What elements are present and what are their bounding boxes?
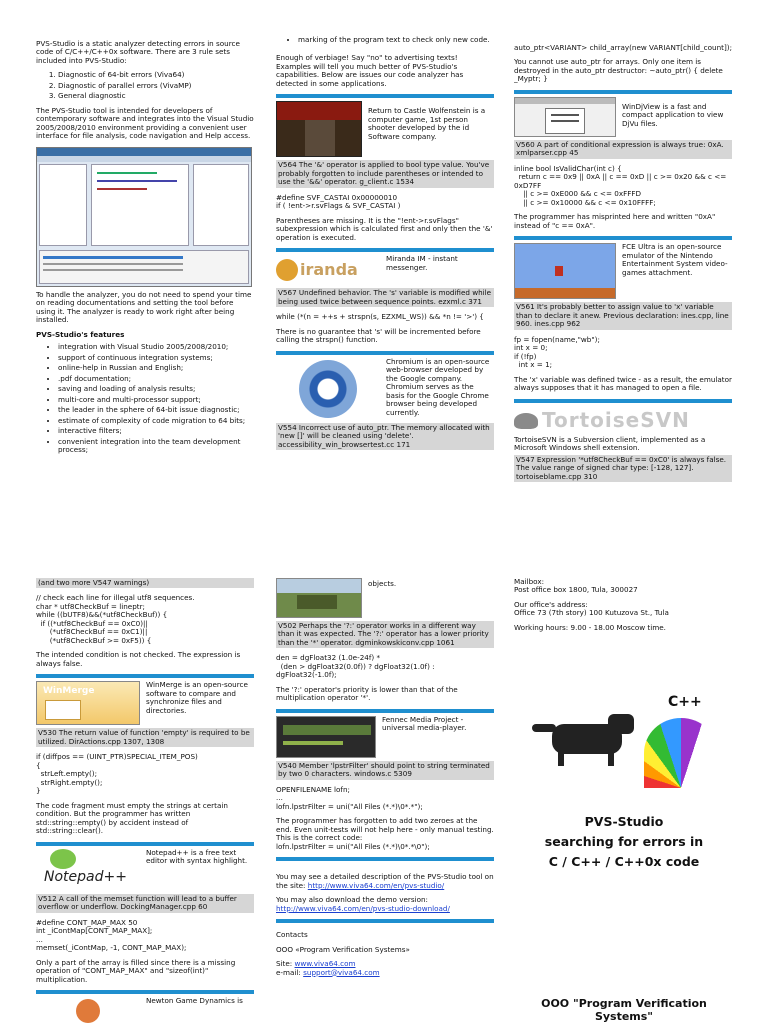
brand-name: PVS-Studio [584,814,664,830]
chromium-row [276,358,494,420]
empty-clear-text: The code fragment must empty the strings at certain condition. But the programmer has written std::string::empty() by accident instead of std::string::clear(). [36,800,228,836]
code-strspn: while (*(n = ++s + strspn(s, EZXML_WS)) && *n != '>') { [276,312,484,322]
working-hours: Working hours: 9.00 - 18.00 Moscow time. [514,622,666,632]
windjview-image [514,97,616,137]
feature-item: • multi-core and multi-processor support; [58,396,254,404]
winmerge-row [36,681,254,725]
features-title: PVS-Studio's features [36,329,125,339]
details-text: You may see a detailed description of the PVS-Studio tool on the site: [276,872,494,890]
rtcw-row [276,101,494,157]
email-label: e-mail: [276,967,301,977]
notepad-chameleon-icon [50,849,76,869]
separator-bar [276,248,494,252]
feature-item: • online-help in Russian and English; [58,364,254,372]
email-link[interactable]: support@viva64.com [303,967,380,977]
v547-more-warnings: (and two more V547 warnings) [36,578,254,588]
newton-blurb: Newton Game Dynamics is [146,996,243,1006]
fennec-row [276,716,494,758]
separator-bar [276,94,494,98]
panel-examples-1 [276,36,494,516]
code-svf-castai: #define SVF_CASTAI 0x00000010 if ( !ent->r.svFlags & SVF_CASTAI ) [276,192,401,211]
feature-item: • saving and loading of analysis results; [58,385,254,393]
priority-text: The '?:' operator's priority is lower than that of the multiplication operator '*'. [276,684,458,703]
feature-item: • interactive filters; [58,427,254,435]
cpp-label: C++ [668,694,702,711]
rule-item: 1. Diagnostic of 64-bit errors (Viva64) [58,71,254,79]
intro-text: PVS-Studio is a static analyzer detecting errors in source code of C/C++/C++0x software. There are 3 rule sets included into PVS-Studio: [36,40,240,65]
winmerge-blurb: WinMerge is an open-source software to compare and synchronize files and directories. [146,680,248,715]
rule-list [58,71,254,100]
parentheses-text: Parentheses are missing. It is the "!ent->r.svFlags" subexpression which is calculated first and only then the '&' operation is executed. [276,215,493,242]
code-utf8-check: // check each line for illegal utf8 sequences. char * utf8CheckBuf = lineptr; while ((bUTF8)&&(*utf8CheckBuf)) { if ((*utf8CheckBuf == 0xC0)|| (*utf8CheckBuf == 0xC1)|| (*utf8CheckBuf >= 0xF5)) { [36,593,195,645]
tortoise-logo-text: TortoiseSVN [542,407,690,432]
feature-item: • .pdf documentation; [58,375,254,383]
miranda-logo-text: iranda [300,259,358,279]
code-openfilename: OPENFILENAME lofn; ... lofn.lpstrFilter = uni("All Files (*.*)\0*.*"); [276,784,423,811]
code-correct-filter: lofn.lpstrFilter = uni("All Files (*.*)\0*.*\0"); [276,841,430,851]
code-isvalidchar: inline bool IsValidChar(int c) { return c == 0x9 || 0xA || c == 0xD || c >= 0x20 && c <= 0xD7FF || c >= 0xE000 && c <= 0xFFFD || c >= 0x10000 && c <= 0x10FFFF; [514,163,727,207]
v502-warning: V502 Perhaps the '?:' operator works in a different way than it was expected. The '?:' operator has a lower priority than the '*' operator. dgminkowskiconv.cpp 1061 [276,621,494,648]
feature-item: • convenient integration into the team development process; [58,438,254,455]
x-defined-text: The 'x' variable was defined twice - as a result, the emulator always supposes that it has managed to open a file. [514,374,732,393]
notepad-logo [36,849,140,891]
miranda-row [276,255,494,285]
rainbow-icon [644,718,718,788]
separator-bar [276,351,494,355]
notepad-row [36,849,254,891]
email-line [276,969,494,977]
brand-title [514,812,734,872]
auto-ptr-text: You cannot use auto_ptr for arrays. Only one item is destroyed in the auto_ptr destructor: ~auto_ptr() { delete _Myptr; } [514,57,723,84]
contacts-title: Contacts [276,930,308,940]
features-list [58,343,254,454]
newton-tank-image [276,578,362,618]
unicorn-logo [514,646,734,806]
notepad-logo-text: Notepad++ [44,868,127,885]
demo-paragraph [276,896,494,913]
windjview-row [514,97,732,137]
chromium-logo [276,358,380,420]
rule-item: 2. Diagnostic of parallel errors (VivaMP) [58,82,254,90]
code-fopen: fp = fopen(name,"wb"); int x = 0; if (!fp) int x = 1; [514,334,600,370]
tortoise-blurb: TortoiseSVN is a Subversion client, implemented as a Microsoft Windows shell extension. [514,434,706,453]
v564-warning: V564 The '&' operator is applied to bool type value. You've probably forgotten to include parentheses or intended to use the '&&' operator. g_client.c 1534 [276,160,494,187]
details-paragraph [276,873,494,890]
separator-bar [514,90,732,94]
winmerge-logo [36,681,140,725]
v554-warning: V554 Incorrect use of auto_ptr. The memory allocated with 'new []' will be cleaned using 'delete'. accessibility_win_browsertest.cc 171 [276,423,494,450]
unicorn-icon [524,710,644,766]
office-address: Our office's address: Office 73 (7th story) 100 Kutuzova St., Tula [514,599,669,618]
newton-logo [36,997,140,1011]
memset-text: Only a part of the array is filled since there is a missing operation of "CONT_MAP_MAX" and "sizeof(int)" multiplication. [36,957,236,984]
demo-link[interactable]: http://www.viva64.com/en/pvs-studio-download/ [276,903,450,913]
v567-warning: V567 Undefined behavior. The 's' variable is modified while being used twice between sequence points. ezxml.c 371 [276,288,494,307]
rtcw-image [276,101,362,157]
v530-warning: V530 The return value of function 'empty' is required to be utilized. DirActions.cpp 1307, 1308 [36,728,254,747]
site-link[interactable]: www.viva64.com [294,959,356,969]
footer-company: OOO "Program Verification Systems" [541,997,707,1024]
v547-warning: V547 Expression '*utf8CheckBuf == 0xC0' is always false. The value range of signed char type: [-128, 127]. tortoiseblame.cpp 310 [514,455,732,482]
demo-text: You may also download the demo version: [276,895,428,905]
separator-bar [514,399,732,403]
v561-warning: V561 It's probably better to assign value to 'x' variable than to declare it anew. Previous declaration: ines.cpp, line 960. ines.cpp 962 [514,302,732,329]
windjview-blurb: WinDjView is a fast and compact application to view DjVu files. [622,101,724,128]
fceultra-blurb: FCE Ultra is an open-source emulator of the Nintendo Entertainment System video-games attachment. [622,242,728,277]
site-label: Site: [276,959,293,969]
code-empty: if (diffpos == (UINT_PTR)SPECIAL_ITEM_POS) { strLeft.empty(); strRight.empty(); } [36,752,198,796]
panel-intro [36,40,254,516]
v512-warning: V512 A call of the memset function will lead to a buffer overflow or underflow. DockingManager.cpp 60 [36,894,254,913]
feature-item: • the leader in the sphere of 64-bit issue diagnostic; [58,406,254,414]
v540-warning: V540 Member 'lpstrFilter' should point to string terminated by two 0 characters. windows.c 5309 [276,761,494,780]
visual-studio-screenshot [36,147,252,287]
brand-languages: C / C++ / C++0x code [548,854,700,870]
code-memset: #define CONT_MAP_MAX 50 int _iContMap[CONT_MAP_MAX]; ... memset(_iContMap, -1, CONT_MAP_MAX); [36,917,187,953]
newton-image-row [276,578,494,618]
separator-bar [276,919,494,923]
notepad-blurb: Notepad++ is a free text editor with syntax highlight. [146,847,248,866]
new-code-bullet [298,36,494,44]
separator-bar [36,990,254,994]
tortoisesvn-logo [514,406,732,436]
separator-bar [276,709,494,713]
separator-bar [36,842,254,846]
panel-contacts [514,578,734,1024]
fceultra-image [514,243,616,299]
details-link[interactable]: http://www.viva64.com/en/pvs-studio/ [307,880,445,890]
feature-item: • integration with Visual Studio 2005/2008/2010; [58,343,254,351]
objects-text: objects. [368,579,397,588]
strspn-text: There is no guarantee that 's' will be incremented before calling the strspn() function. [276,326,481,345]
separator-bar [36,674,254,678]
bullet-item: • marking of the program text to check only new code. [298,36,494,44]
v560-warning: V560 A part of conditional expression is always true: 0xA. xmlparser.cpp 45 [514,140,732,159]
tortoise-icon [514,413,538,429]
integration-text: The PVS-Studio tool is intended for developers of contemporary software and integrates into the Visual Studio 2005/2008/2010 environment providing a convenient user interface for file analysis, code navigation and Help access. [36,105,254,141]
brand-tagline: searching for errors in [544,834,704,850]
miranda-emblem [276,259,298,281]
condition-text: The intended condition is not checked. The expression is always false. [36,650,241,668]
rtcw-blurb: Return to Castle Wolfenstein is a computer game, 1st person shooter developed by the id Software company. [368,106,486,141]
panel-examples-2 [514,44,732,516]
misprint-text: The programmer has misprinted here and written "0xA" instead of "c == 0xA". [514,212,716,230]
code-auto-ptr: auto_ptr<VARIANT> child_array(new VARIANT[child_count]); [514,44,732,52]
fennec-blurb: Fennec Media Project - universal media-player. [382,714,467,733]
zeroes-text: The programmer has forgotten to add two zeroes at the end. Even unit-tests will not help here - only manual testing. This is the correct code: [276,816,494,843]
panel-examples-3 [36,578,254,1024]
winmerge-logo-text: WinMerge [43,686,95,697]
newton-row [36,997,254,1011]
examples-intro: Enough of verbiage! Say "no" to advertising texts! Examples will tell you much better of PVS-Studio's capabilities. Below are issues our code analyzer has detected in some applications. [276,53,464,88]
panel-examples-4 [276,578,494,1024]
rule-item: 3. General diagnostic [58,92,254,100]
fennec-image [276,716,376,758]
fceultra-row [514,243,732,299]
miranda-logo [276,255,380,285]
separator-bar [276,857,494,861]
ready-text: To handle the analyzer, you do not need to spend your time on reading documentations and setting the tool before using it. The analyzer is ready to work right after being installed. [36,289,252,325]
code-dgfloat: den = dgFloat32 (1.0e-24f) * (den > dgFloat32(0.0f)) ? dgFloat32(1.0f) : dgFloat32(-1.0f); [276,653,435,680]
separator-bar [514,236,732,240]
feature-item: • estimate of complexity of code migration to 64 bits; [58,417,254,425]
company-name: OOO «Program Verification Systems» [276,944,410,954]
feature-item: • support of continuous integration systems; [58,354,254,362]
mailbox-text: Mailbox: Post office box 1800, Tula, 300027 [514,578,638,595]
miranda-blurb: Miranda IM - instant messenger. [386,254,458,272]
chromium-blurb: Chromium is an open-source web-browser developed by the Google company. Chromium serves as the basis for the Google Chrome browser being developed currently. [386,356,490,417]
